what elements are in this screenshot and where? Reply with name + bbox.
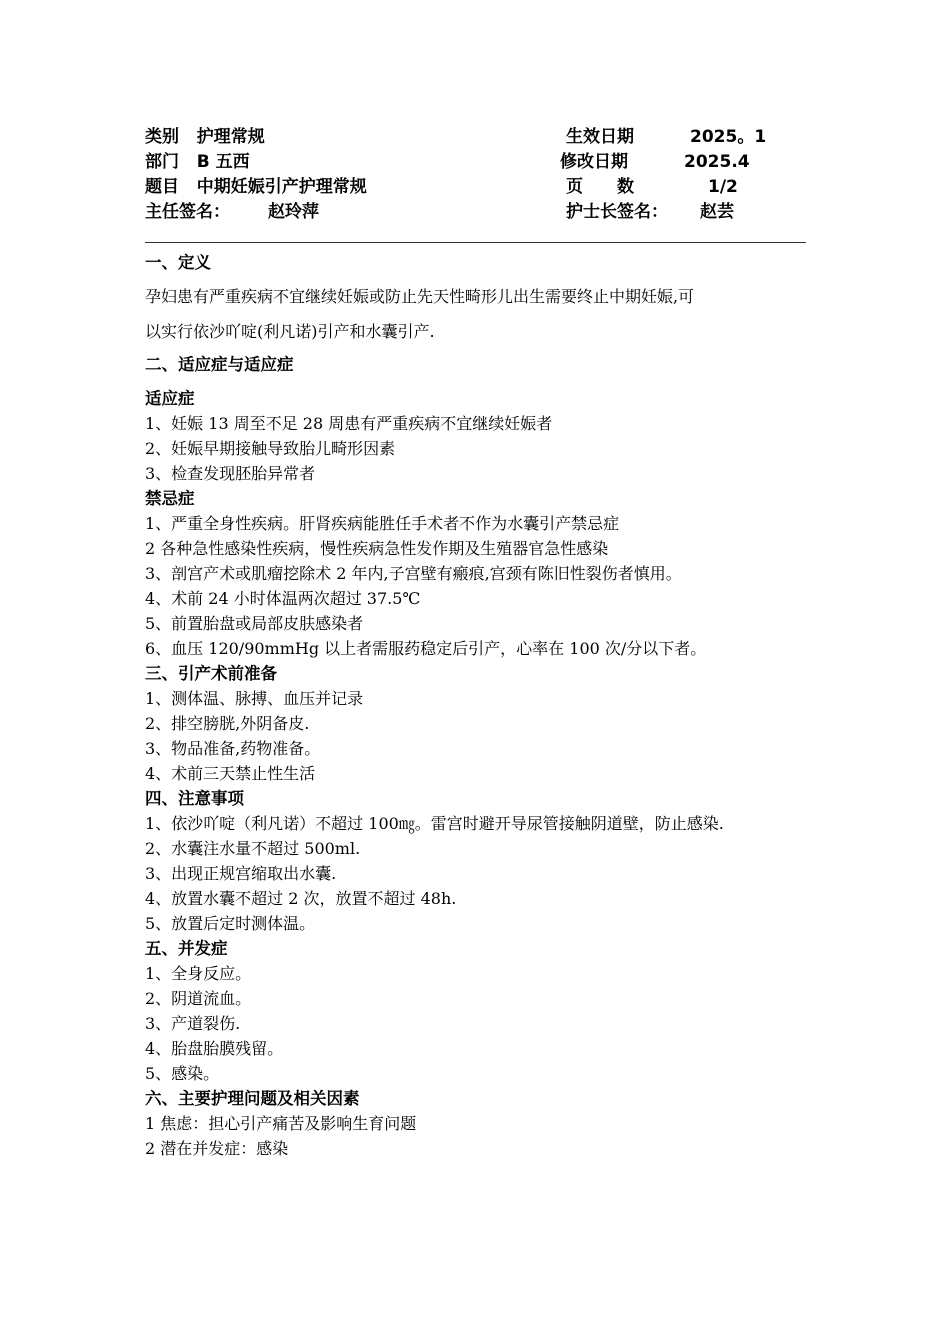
category-row — [145, 126, 265, 148]
list-item: 4、术前三天禁止性生活 — [145, 764, 316, 783]
section-title-complications: 五、并发症 — [145, 939, 228, 958]
topic-value: 中期妊娠引产护理常规 — [196, 177, 367, 197]
category-value: 护理常规 — [196, 127, 265, 147]
list-item: 2 各种急性感染性疾病，慢性疾病急性发作期及生殖器官急性感染 — [145, 539, 609, 558]
director-signature-value: 赵玲萍 — [268, 202, 319, 222]
list-item: 2、排空膀胱,外阴备皮. — [145, 714, 310, 733]
header-divider — [145, 242, 806, 243]
category-label: 类别 — [145, 127, 179, 147]
list-item: 5、放置后定时测体温。 — [145, 914, 316, 933]
department-value: B 五西 — [196, 152, 250, 172]
topic-label: 题目 — [145, 177, 179, 197]
section-title-nursing-problems: 六、主要护理问题及相关因素 — [145, 1089, 360, 1108]
list-item: 2、阴道流血。 — [145, 989, 252, 1008]
section-title-notes: 四、注意事项 — [145, 789, 244, 808]
list-item: 1、全身反应。 — [145, 964, 252, 983]
director-signature-row — [145, 201, 230, 223]
section-title-indications: 二、适应症与适应症 — [145, 355, 294, 374]
definition-line-2: 以实行依沙吖啶(利凡诺)引产和水囊引产. — [145, 322, 435, 341]
director-signature-label: 主任签名： — [145, 202, 230, 222]
list-item: 4、术前 24 小时体温两次超过 37.5℃ — [145, 589, 421, 608]
section-title-definition: 一、定义 — [145, 253, 211, 272]
revised-date-label: 修改日期 — [560, 152, 628, 172]
effective-date-label: 生效日期 — [566, 127, 634, 147]
subsection-indications: 适应症 — [145, 389, 195, 408]
list-item: 4、胎盘胎膜残留。 — [145, 1039, 284, 1058]
list-item: 3、物品准备,药物准备。 — [145, 739, 321, 758]
department-row — [145, 151, 250, 173]
list-item: 6、血压 120/90mmHg 以上者需服药稳定后引产，心率在 100 次/分以下者。 — [145, 639, 707, 658]
document-body — [145, 250, 810, 1161]
definition-line-1: 孕妇患有严重疾病不宜继续妊娠或防止先天性畸形儿出生需要终止中期妊娠,可 — [145, 287, 695, 306]
page-count-label: 页 数 — [566, 177, 634, 197]
list-item: 2、水囊注水量不超过 500ml. — [145, 839, 361, 858]
list-item: 2、妊娠早期接触导致胎儿畸形因素 — [145, 439, 396, 458]
head-nurse-signature-value: 赵芸 — [700, 202, 734, 222]
list-item: 1 焦虑：担心引产痛苦及影响生育问题 — [145, 1114, 417, 1133]
list-item: 1、妊娠 13 周至不足 28 周患有严重疾病不宜继续妊娠者 — [145, 414, 553, 433]
list-item: 4、放置水囊不超过 2 次，放置不超过 48h. — [145, 889, 457, 908]
topic-row — [145, 176, 367, 198]
section-title-preparation: 三、引产术前准备 — [145, 664, 277, 683]
list-item: 3、产道裂伤. — [145, 1014, 241, 1033]
list-item: 3、剖宫产术或肌瘤挖除术 2 年内,子宫壁有瘢痕,宫颈有陈旧性裂伤者慎用。 — [145, 564, 682, 583]
list-item: 1、依沙吖啶（利凡诺）不超过 100㎎。雷宫时避开导尿管接触阴道壁，防止感染. — [145, 814, 724, 833]
list-item: 5、前置胎盘或局部皮肤感染者 — [145, 614, 364, 633]
page-count-value: 1/2 — [708, 177, 738, 197]
effective-date-value: 2025。1 — [690, 127, 767, 147]
list-item: 1、严重全身性疾病。肝肾疾病能胜任手术者不作为水囊引产禁忌症 — [145, 514, 620, 533]
list-item: 2 潜在并发症：感染 — [145, 1139, 289, 1158]
list-item: 3、检查发现胚胎异常者 — [145, 464, 316, 483]
list-item: 3、出现正规宫缩取出水囊. — [145, 864, 337, 883]
head-nurse-signature-label: 护士长签名： — [566, 202, 668, 222]
department-label: 部门 — [145, 152, 179, 172]
list-item: 1、测体温、脉搏、血压并记录 — [145, 689, 364, 708]
revised-date-value: 2025.4 — [684, 152, 750, 172]
list-item: 5、感染。 — [145, 1064, 220, 1083]
definition-paragraph — [145, 279, 810, 349]
subsection-contraindications: 禁忌症 — [145, 489, 195, 508]
